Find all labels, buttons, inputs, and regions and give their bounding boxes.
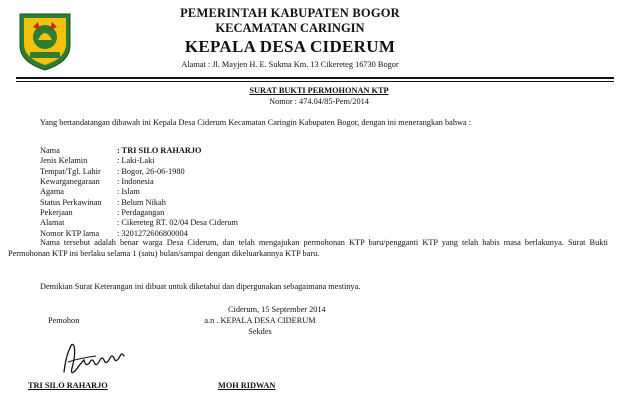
field-row [40,187,238,197]
field-label: Kewarganegaraan [40,177,100,187]
body-text-1: Nama tersebut adalah benar warga Desa Ciderum, dan telah mengajukan permohonan KTP baru/pengganti KTP yang telah habis masa berlakunya. Surat Bukti Permohonan KTP ini berlaku selama 1 (satu) bulan/sampai dengan dikeluarkannya KTP baru. [8,238,608,258]
field-row [40,208,238,218]
letter-title: SURAT BUKTI PERMOHONAN KTP [249,86,389,95]
official-name: MOH RIDWAN [218,381,276,390]
field-label: Nomor KTP lama [40,228,100,238]
bogor-regency-logo [16,10,74,72]
letter-number: Nomor : 474.04/85-Pem/2014 [269,97,369,106]
intro-paragraph [8,117,608,128]
field-value: : Islam [117,187,140,197]
field-value: : 3201272606800004 [117,228,188,238]
handwritten-signature [60,338,130,378]
field-value: : Bogor, 26-06-1980 [117,166,185,176]
field-row [40,156,238,166]
applicant-details [40,146,238,239]
letterhead-government: PEMERINTAH KABUPATEN BOGOR [180,6,400,20]
field-row [40,146,238,156]
applicant-name: TRI SILO RAHARJO [28,381,108,390]
field-value: : Cikereteg RT. 02/04 Desa Ciderum [117,218,239,228]
field-value: : Belum Nikah [117,197,166,207]
field-label: Tempat/Tgl. Lahir [40,166,101,176]
body-text-2: Demikian Surat Keterangan ini dibuat untuk diketahui dan dipergunakan sebagaimana mestinya. [40,282,361,291]
field-row [40,218,238,228]
intro-text: Yang bertandatangan dibawah ini Kepala Desa Ciderum Kecamatan Caringin Kabupaten Bogor, dengan ini menerangkan bahwa : [40,118,472,127]
letterhead-rule-thin [16,81,614,82]
field-row [40,198,238,208]
field-label: Alamat [40,218,65,228]
official-subrole: Sekdes [248,327,272,336]
field-label: Status Perkawinan [40,197,102,207]
body-paragraph-2 [8,281,608,292]
field-value: : Laki-Laki [117,156,155,166]
field-label: Nama [40,146,60,155]
field-row [40,177,238,187]
letterhead-rule-thick [16,77,614,79]
field-label: Pekerjaan [40,208,73,218]
letterhead-district: KECAMATAN CARINGIN [215,21,365,35]
field-label: Jenis Kelamin [40,156,88,166]
body-paragraph-1 [8,237,608,259]
field-row [40,167,238,177]
official-role: a.n . KEPALA DESA CIDERUM [204,316,316,325]
field-value: : TRI SILO RAHARJO [117,146,202,155]
letterhead [80,6,500,70]
field-value: : Perdagangan [117,208,165,218]
applicant-role: Pemohon [48,316,80,325]
field-value: : Indonesia [117,177,154,187]
letterhead-office: KEPALA DESA CIDERUM [184,37,396,56]
place-date: Ciderum, 15 September 2014 [228,305,326,314]
letterhead-address: Alamat : Jl. Mayjen H. E. Sukma Km. 13 Cikereteg 16730 Bogor [181,60,399,69]
field-label: Agama [40,187,64,197]
